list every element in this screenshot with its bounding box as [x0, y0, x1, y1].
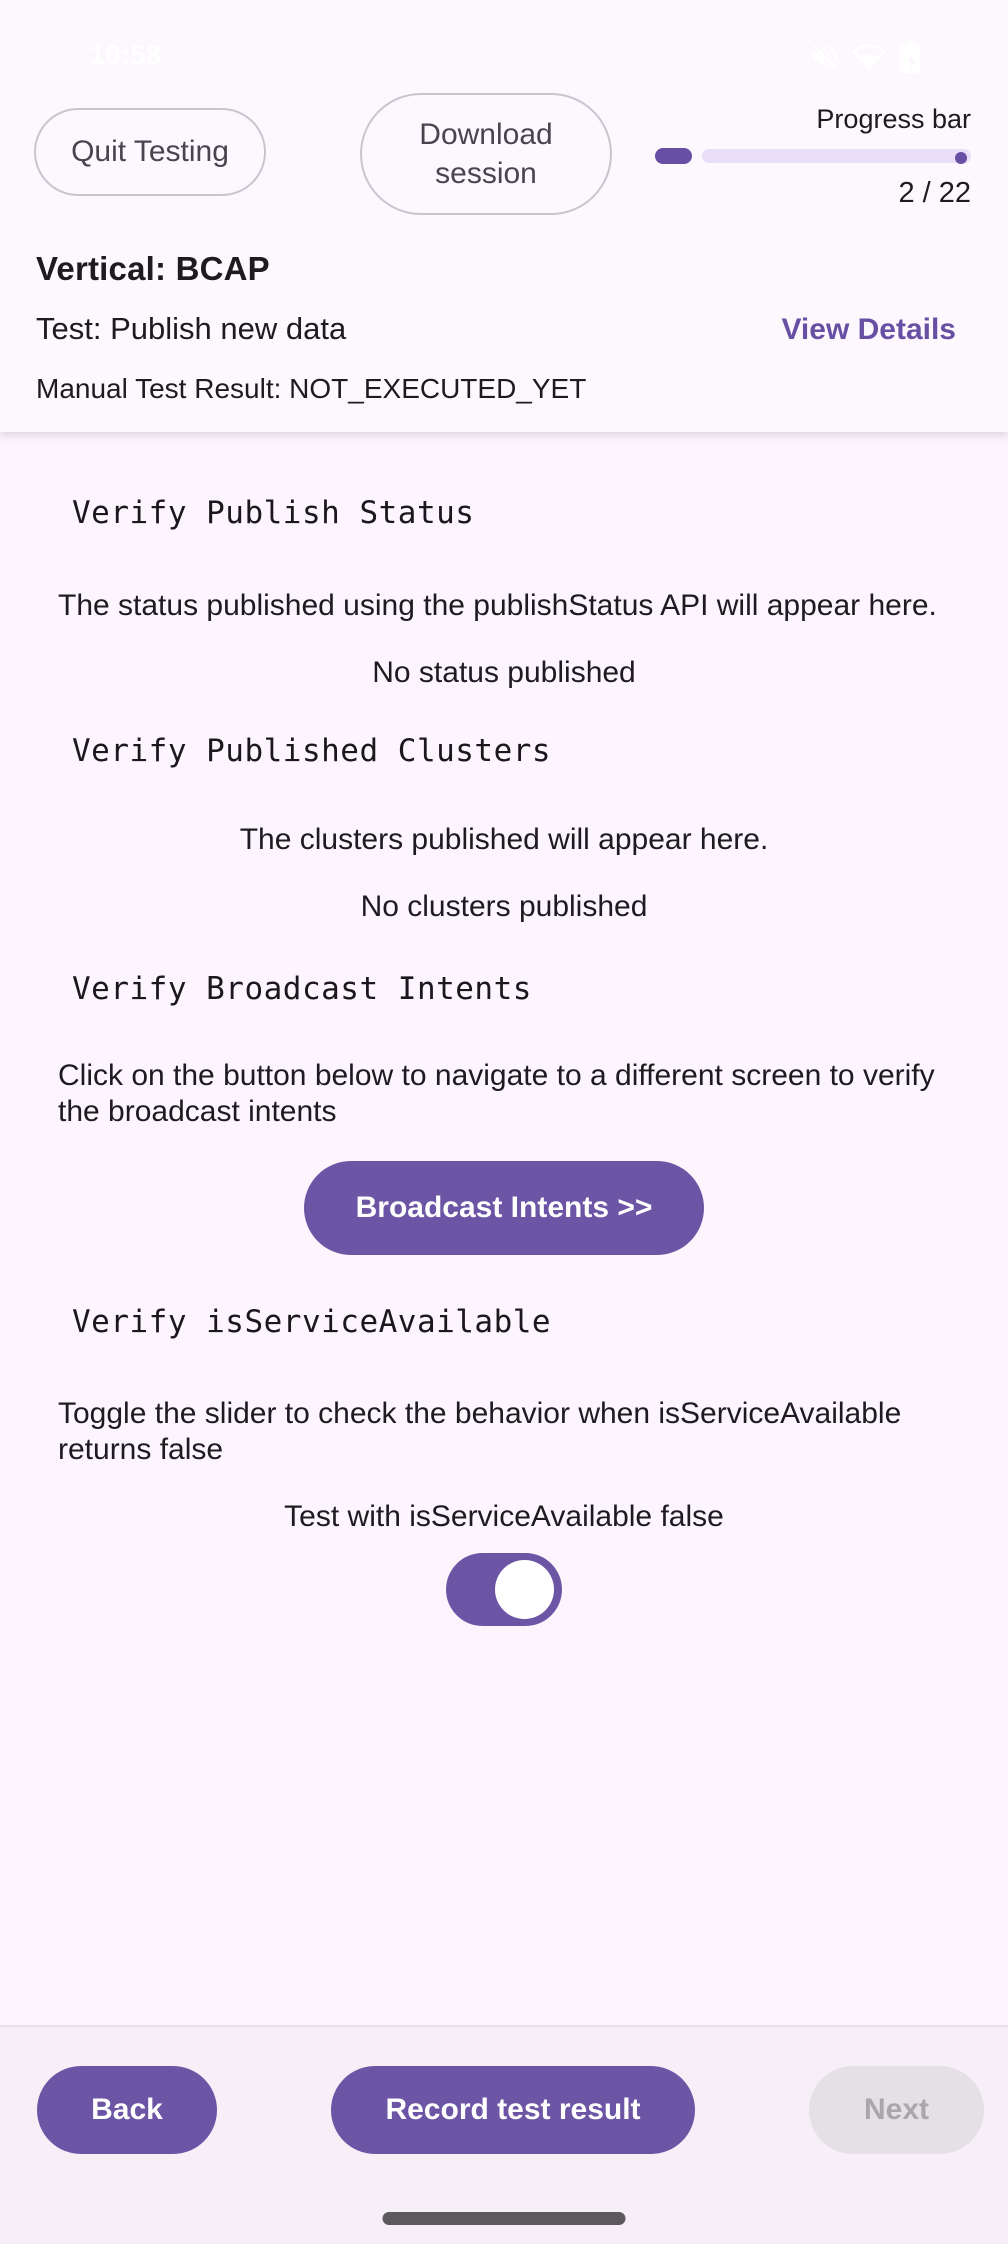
status-bar-icons [809, 40, 923, 74]
broadcast-intents-button[interactable]: Broadcast Intents >> [304, 1161, 704, 1255]
is-service-available-description: Toggle the slider to check the behavior when isServiceAvailable returns false [58, 1397, 902, 1466]
service-available-switch[interactable] [446, 1553, 562, 1626]
is-service-available-toggle-label: Test with isServiceAvailable false [284, 1500, 724, 1533]
progress-bar-label: Progress bar [816, 104, 971, 134]
progress-bar-track [702, 149, 971, 163]
wifi-icon [852, 41, 886, 73]
publish-status-empty: No status published [372, 656, 636, 689]
vertical-title: Vertical: BCAP [36, 250, 270, 287]
view-details-link[interactable]: View Details [781, 313, 956, 346]
test-header [0, 0, 1008, 432]
quit-testing-button[interactable]: Quit Testing [34, 108, 266, 196]
test-info [36, 250, 972, 405]
volume-off-icon [809, 41, 841, 73]
progress-stop-dot [955, 152, 967, 164]
progress-group [655, 104, 971, 210]
published-clusters-empty: No clusters published [360, 890, 648, 923]
publish-status-description: The status published using the publishStatus API will appear here. [58, 589, 937, 622]
bottom-bar [0, 2025, 1008, 2244]
gesture-navigation-handle[interactable] [383, 2212, 626, 2225]
section-title-publish-status: Verify Publish Status [72, 495, 475, 531]
record-test-result-button[interactable]: Record test result [331, 2066, 695, 2154]
section-title-broadcast-intents: Verify Broadcast Intents [72, 971, 532, 1007]
clock: 10:58 [90, 40, 162, 70]
switch-thumb [495, 1560, 554, 1619]
progress-bar-fill [655, 148, 692, 164]
progress-count: 2 / 22 [898, 177, 971, 209]
progress-bar [655, 148, 971, 164]
test-name: Test: Publish new data [36, 311, 347, 346]
manual-test-result: Manual Test Result: NOT_EXECUTED_YET [36, 373, 587, 404]
next-button[interactable]: Next [809, 2066, 984, 2154]
battery-charging-icon [897, 40, 923, 74]
section-title-is-service-available: Verify isServiceAvailable [72, 1304, 552, 1340]
back-button[interactable]: Back [37, 2066, 217, 2154]
download-session-button[interactable]: Download session [360, 93, 612, 215]
published-clusters-description: The clusters published will appear here. [239, 823, 769, 856]
section-title-published-clusters: Verify Published Clusters [72, 733, 552, 769]
test-content [0, 432, 1008, 2025]
broadcast-intents-description: Click on the button below to navigate to a different screen to verify the broadcast intents [58, 1059, 935, 1128]
